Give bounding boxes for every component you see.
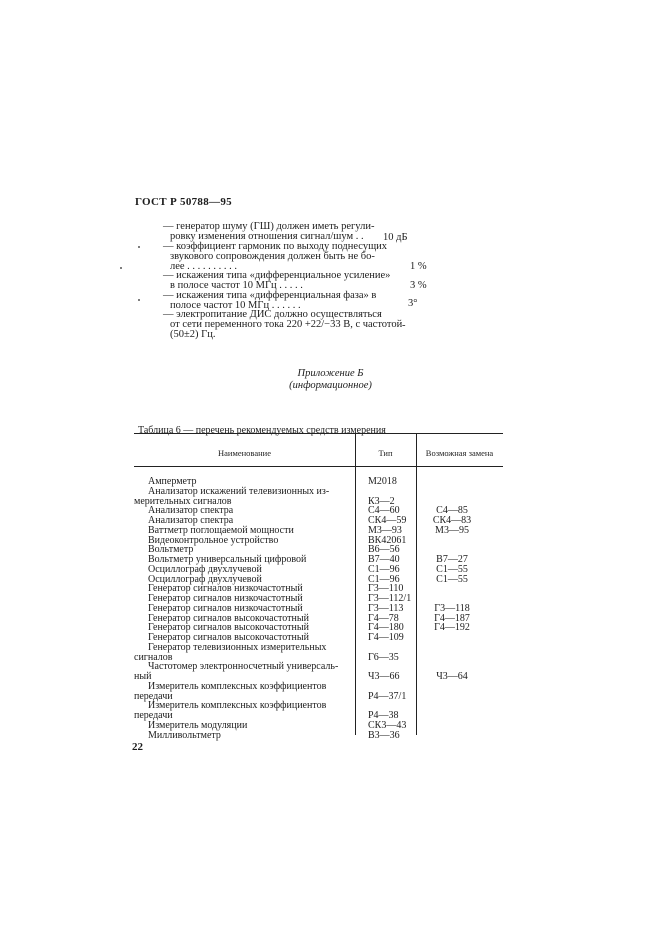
cell-type: К3—2 [368,495,395,507]
cell-type: В3—36 [368,729,400,741]
cell-type: ВК42061 [368,534,407,546]
cell-name: Вольтметр [148,544,194,556]
cell-name: Генератор сигналов высокочастотный [148,622,309,634]
instruments-table [134,433,503,741]
cell-type: Г3—110 [368,583,404,595]
cell-replacement: Г4—192 [434,622,470,634]
cell-name: Осциллограф двухлучевой [148,563,262,575]
column-header-name: Наименование [218,448,271,458]
cell-name: Измеритель комплексных коэффициентов [148,680,327,692]
cell-type: Р4—38 [368,710,399,721]
cell-replacement: Г3—118 [434,602,470,614]
cell-replacement: СК4—83 [432,515,472,526]
cell-type: М2018 [368,476,397,487]
requirement-line: — коэффициент гармоник по выходу поднесущих [163,241,388,252]
cell-replacement: С1—55 [436,573,468,585]
column-header-replacement: Возможная замена [425,448,494,458]
cell-replacement: М3—95 [435,524,469,536]
cell-replacement: С4—85 [436,505,468,517]
cell-name: Измеритель модуляции [148,719,248,731]
requirement-line: звукового сопровождения должен быть не бо- [170,251,375,262]
cell-name: Анализатор спектра [148,505,234,517]
table-row [134,643,503,653]
requirement-line: в полосе частот 10 МГц . . . . . [170,280,303,291]
cell-name: мерительных сигналов [134,495,232,507]
cell-type: Ч3—66 [368,671,400,682]
cell-type: СК4—59 [368,515,407,526]
cell-type: Г3—112/1 [368,593,412,604]
requirement-line: лее . . . . . . . . . . [170,261,238,272]
cell-name: Ваттметр поглощаемой мощности [148,524,294,536]
cell-type: В7—40 [368,554,400,565]
cell-type: В6—56 [368,544,400,556]
cell-name: Анализатор спектра [148,515,234,526]
requirement-line: полосе частот 10 МГц . . . . . . [170,300,301,311]
requirement-value: 1 % [410,261,427,272]
cell-name: Генератор сигналов низкочастотный [148,583,303,595]
appendix-title: Приложение Б [297,368,364,379]
cell-type: С4—60 [368,505,400,517]
cell-name: сигналов [134,651,173,663]
cell-type: С1—96 [368,573,400,585]
requirement-line: — генератор шуму (ГШ) должен иметь регули- [163,221,375,232]
cell-replacement: Ч3—64 [436,671,468,682]
cell-name: Генератор сигналов низкочастотный [148,593,303,604]
column-header-type: Тип [378,448,393,458]
requirement-value: 3 % [410,280,427,291]
scan-speck [138,246,140,248]
cell-name: ный [134,671,152,682]
cell-name: Амперметр [148,476,197,487]
table-row [134,701,503,711]
requirement-line: — электропитание ДИС должно осуществляться [163,309,382,320]
requirement-value: 3° [408,298,418,309]
cell-name: Осциллограф двухлучевой [148,573,262,585]
cell-type: СК3—43 [368,719,407,731]
cell-name: Частотомер электронносчетный универсаль- [148,661,339,673]
page-number: 22 [132,741,143,753]
cell-replacement: В7—27 [436,554,468,565]
cell-type: Г4—109 [368,632,404,643]
requirement-line: от сети переменного тока 220 +22/−33 В, с частотой [170,319,403,330]
cell-type: Г6—35 [368,651,399,663]
cell-name: Измеритель комплексных коэффициентов [148,700,327,712]
cell-name: Генератор телевизионных измерительных [148,641,327,653]
cell-name: передачи [134,690,173,702]
cell-type: М3—93 [368,524,402,536]
requirement-line: — искажения типа «дифференциальная фаза» в [163,290,377,301]
cell-replacement: С1—55 [436,563,468,575]
cell-name: Видеоконтрольное устройство [148,534,279,546]
table-row [134,731,503,741]
table-caption: Таблица 6 — перечень рекомендуемых средств измерения [138,425,386,436]
requirement-value: 10 дБ [383,232,408,243]
cell-name: Генератор сигналов низкочастотный [148,602,303,614]
cell-name: Милливольтметр [148,729,221,741]
cell-replacement: Г4—187 [434,612,470,624]
requirement-line: (50±2) Гц. [170,329,216,340]
cell-type: Р4—37/1 [368,690,407,702]
cell-type: Г4—78 [368,612,399,624]
scan-speck [120,267,122,269]
cell-name: Генератор сигналов высокочастотный [148,632,309,643]
cell-name: передачи [134,710,173,721]
requirement-value: - [402,320,406,331]
table-row [134,682,503,692]
document-code-header: ГОСТ Р 50788—95 [135,196,232,208]
requirement-line: — искажения типа «дифференциальное усиление» [163,270,391,281]
cell-name: Вольтметр универсальный цифровой [148,554,307,565]
cell-type: Г4—180 [368,622,404,634]
appendix-subtitle: (информационное) [289,380,372,391]
cell-name: Анализатор искажений телевизионных из- [148,485,330,497]
cell-type: С1—96 [368,563,400,575]
requirement-line: ровку изменения отношения сигнал/шум . . [170,231,364,242]
header-divider [134,466,503,467]
cell-name: Генератор сигналов высокочастотный [148,612,309,624]
cell-type: Г3—113 [368,602,404,614]
scan-speck [138,299,140,301]
